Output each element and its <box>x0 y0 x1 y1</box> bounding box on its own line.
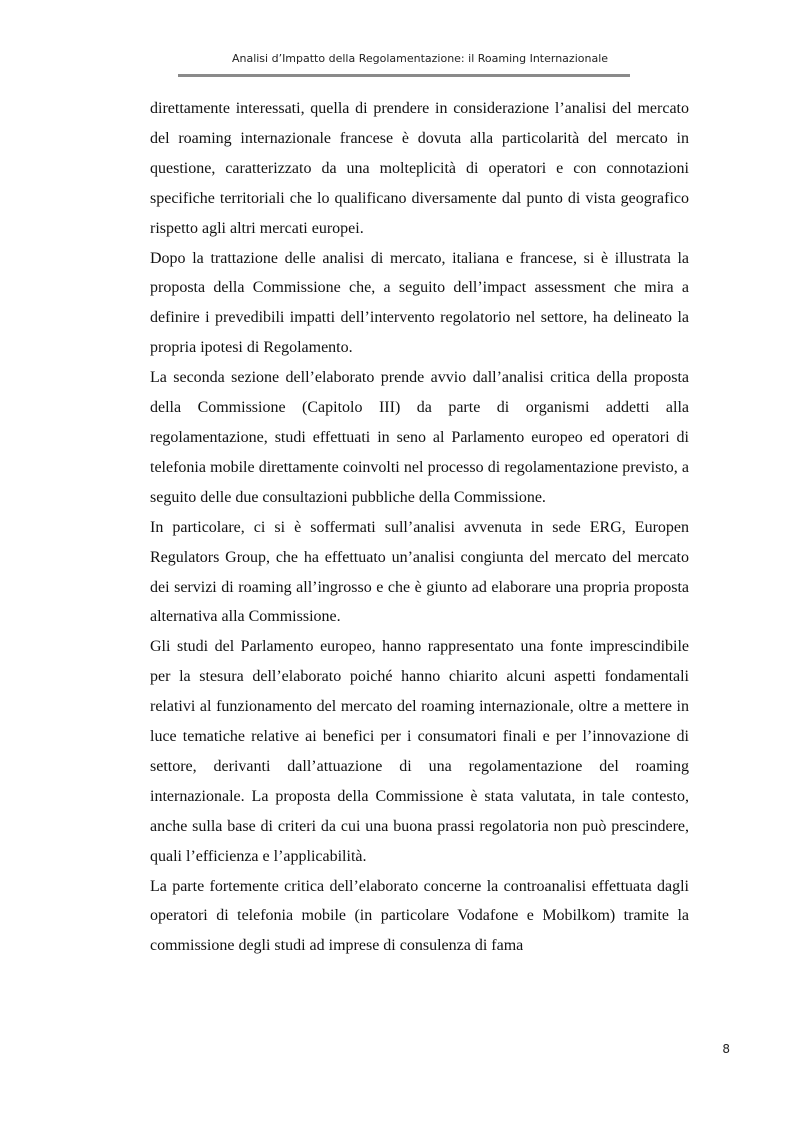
page-number: 8 <box>722 1042 730 1056</box>
paragraph-1: direttamente interessati, quella di prendere in considerazione l’analisi del mercato del roaming internazionale francese è dovuta alla particolarità del mercato in questione, caratterizzato da una molteplicità di operatori e con connotazioni specifiche territoriali che lo qualificano diversamente dal punto di vista geografico rispetto agli altri mercati europei. <box>150 100 689 237</box>
body-text <box>150 94 689 961</box>
paragraph-4: In particolare, ci si è soffermati sull’analisi avvenuta in sede ERG, Europen Regulators Group, che ha effettuato un’analisi congiunta del mercato del mercato dei servizi di roaming all’ingrosso e che è giunto ad elaborare una propria proposta alternativa alla Commissione. <box>150 518 689 626</box>
paragraph-2: Dopo la trattazione delle analisi di mercato, italiana e francese, si è illustrata la proposta della Commissione che, a seguito dell’impact assessment che mira a definire i prevedibili impatti dell’intervento regolatorio nel settore, ha delineato la propria ipotesi di Regolamento. <box>150 249 689 357</box>
header-rule <box>178 74 630 77</box>
paragraph-5: Gli studi del Parlamento europeo, hanno rappresentato una fonte imprescindibile per la stesura dell’elaborato poiché hanno chiarito alcuni aspetti fondamentali relativi al funzionamento del mercato del roaming internazionale, oltre a mettere in luce tematiche relative ai benefici per i consumatori finali e per l’innovazione di settore, derivanti dall’attuazione di una regolamentazione del roaming internazionale. La proposta della Commissione è stata valutata, in tale contesto, anche sulla base di criteri da cui una buona prassi regolatoria non può prescindere, quali l’efficienza e l’applicabilità. <box>150 638 689 865</box>
paragraph-6: La parte fortemente critica dell’elaborato concerne la controanalisi effettuata dagli operatori di telefonia mobile (in particolare Vodafone e Mobilkom) tramite la commissione degli studi ad imprese di consulenza di fama <box>150 877 689 955</box>
paragraph-3: La seconda sezione dell’elaborato prende avvio dall’analisi critica della proposta della Commissione (Capitolo III) da parte di organismi addetti alla regolamentazione, studi effettuati in seno al Parlamento europeo ed operatori di telefonia mobile direttamente coinvolti nel processo di regolamentazione previsto, a seguito delle due consultazioni pubbliche della Commissione. <box>150 369 689 506</box>
running-header-title: Analisi d’Impatto della Regolamentazione: il Roaming Internazionale <box>231 52 609 65</box>
